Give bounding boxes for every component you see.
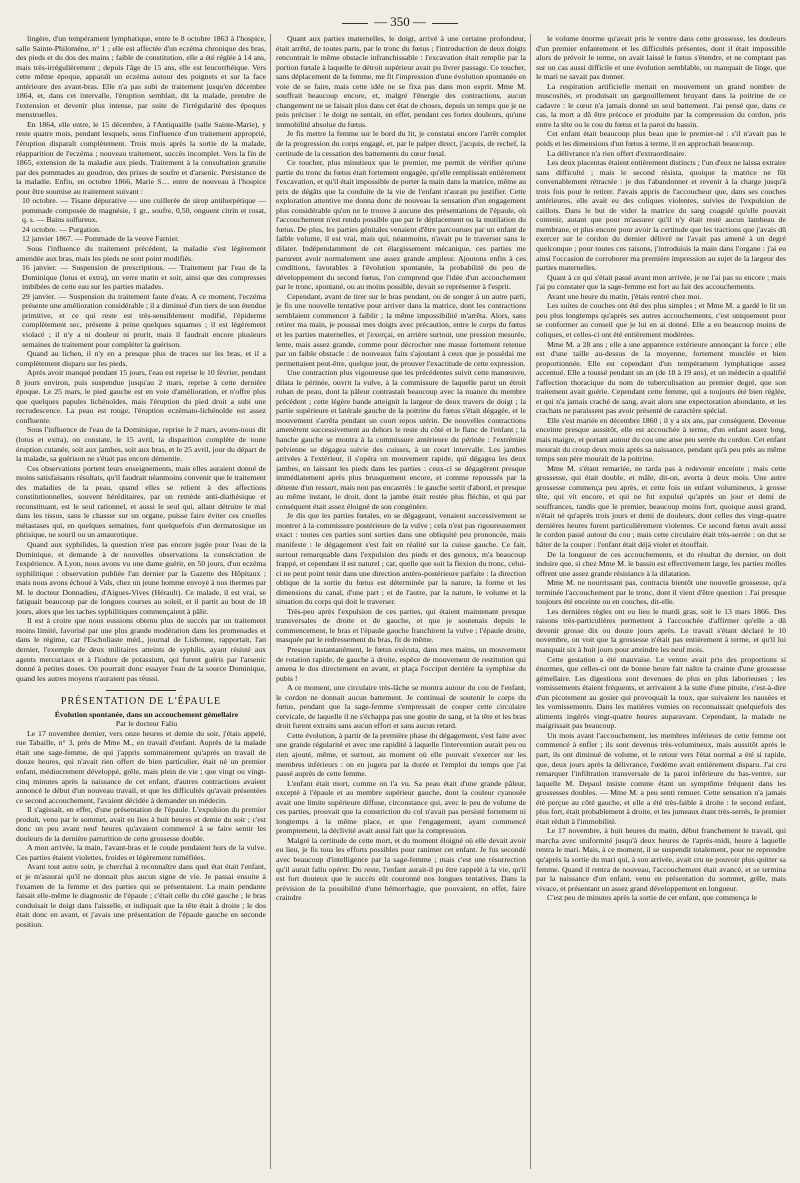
- paragraph: Quand au lichen, il n'y en a presque plus de traces sur les bras, et il a complètement disparu sur les pieds.: [16, 349, 266, 368]
- section-subtitle: Évolution spontanée, dans un accouchement gémellaire: [54, 709, 239, 719]
- paragraph: Cet enfant était beaucoup plus beau que le premier-né : s'il n'avait pas le poids et les dimensions d'un fœtus à terme, il en approchait beaucoup.: [536, 129, 786, 149]
- paragraph: Le 17 novembre, à huit heures du matin, début franchement le travail, qui marcha avec uniformité jusqu'à deux heures de l'après-midi, heure à laquelle rentra le mari. Mais, à ce moment, il se suspendit totalement, pour ne reprendre qu'après la sortie du mari qui, à son arrivée, avait cru ne pouvoir plus quitter sa femme. Quand il rentra de nouveau, l'accouchement était avancé, et se termina par la naissance d'un enfant, venu en présentation du sommet, grêle, mais vivace, et présentant un assez grand développement en longueur.: [536, 826, 786, 893]
- paragraph: Les suites de couches ont été des plus simples ; et Mme M. a gardé le lit un peu plus longtemps qu'après ses autres accouchements, c'est uniquement pour se conformer au conseil que je lui en ai donné. Elle a eu beaucoup moins de coliques, et celles-ci ont été entièrement modérées.: [536, 301, 786, 339]
- paragraph: lingère, d'un tempérament lymphatique, entre le 8 octobre 1863 à l'hospice, salle Sainte-Philomène, n° 1 ; elle est affectée d'un eczéma chronique des bras, des pieds et du dos des mains ; faible de constitution, elle a été réglée à 14 ans, mais très-irrégulièrement ; depuis l'âge de 15 ans, elle est leucorrhéique. Vers cette même époque, apparaît un eczéma autour des poignets et sur la face antérieure des avant-bras. Elle n'a pas subi de traitement jusqu'en décembre 1864, et, dans cet intervalle, l'éruption semblait, dit la malade, prendre de l'extension et devenir plus intense, par suite de l'irrégularité des époques menstruelles.: [16, 34, 266, 120]
- paragraph: La respiration artificielle mettait en mouvement un grand nombre de muscosités, et produisait un gargouillement bruyant dans la poitrine de ce cadavre : le cœur n'a jamais donné un seul battement. J'ai pensé que, dans ce cas, la mort a dû être précoce et produite par la compression du cordon, pris entre la tête ou le cou du fœtus et la paroi du bassin.: [536, 81, 786, 129]
- section-divider: [106, 690, 176, 691]
- paragraph: Il est à croire que nous eussions obtenu plus de succès par un traitement moins limité, favorisé par une plus grande modération dans les promenades et dans le régime, car l'Escholiaste méd., journal de Lisbonne, rapportait, l'an dernier, l'exemple de deux militaires atteints de syphilis, ayant résisté aux agents mercuriaux et à l'iodure de potassium, qui furent guéris par l'arsenic donné à petites doses. On pourrait donc essayer l'eau de la source Dominique, quand les autres moyens n'auraient pas réussi.: [16, 616, 266, 683]
- column-1: [16, 34, 266, 1169]
- paragraph: Je fis mettre la femme sur le bord du lit, je constatai encore l'arrêt complet de la progression du corps engagé, et, par le palper direct, j'acquis, de rechef, la certitude de la cessation des battements du cœur fœtal.: [276, 129, 526, 158]
- paragraph: Cette évolution, à partir de la première phase du dégagement, s'est faite avec une grande régularité et avec une rapidité à laquelle l'intervention aurait peu ou rien ajouté, même, et surtout, au moment où elle pouvait s'exercer sur les membres inférieurs : on en jugera par la durée et l'emploi du temps que j'ai passé auprès de cette femme.: [276, 730, 526, 779]
- column-rule: [270, 34, 271, 1169]
- paragraph: Ce toucher, plus minutieux que le premier, me permit de vérifier qu'une partie du tronc du fœtus était fortement engagée, qu'elle remplissait entièrement l'excavation, et qu'il était impossible de porter la main dans la matrice, même au prix de dégâts que la conduite de la vie de l'enfant n'aurait pu justifier. Cette exploration attentive me donna donc de nouveau la sensation d'un engagement plus considérable qu'on ne le trouve à aucune des présentations de l'épaule, où l'accouchement n'est rendu possible que par le déplacement ou la mutilation du fœtus. De plus, les parties génitales venaient d'être parcourues par un enfant de faible volume, il est vrai, mais qui, néanmoins, n'avait pu le traverser sans le dilater. Indépendamment de cet élargissement mécanique, ces parties me parurent avoir normalement une assez grande ampleur. Ajoutons enfin à ces conditions, favorables à l'évolution spontanée, la probabilité du peu de développement du second fœtus, l'on comprend que l'idée d'un accouchement par le tronc, spontané, ou au moins possible, devait se représenter à l'esprit.: [276, 158, 526, 292]
- paragraph: Mme M. a 28 ans ; elle a une apparence extérieure annonçant la force ; elle est d'une taille au-dessus de la moyenne, fortement musclée et bien proportionnée. Elle est cependant d'un tempérament lymphatique assez accentué. Elle a toussé pendant un an (de 18 à 19 ans), et un médecin a qualifié l'affection thoracique du nom de tuberculisation au premier degré, que son traitement avait guérie. Cependant cette femme, qui a toujours été bien réglée, et qui n'a jamais craché de sang, avait alors une expectoration abondante, et les crachats ne paraissent pas avoir présenté de caractère spécial.: [536, 339, 786, 416]
- paragraph: Après avoir manqué pendant 15 jours, l'eau est reprise le 10 février, pendant 8 jours environ, puis suspendue jusqu'au 2 mars, reprise à cette dernière époque. Le 25 mars, le pied gauche est en voie d'amélioration, et n'offre plus que quelques papules lichénoïdes, mais l'éruption du pied droit a subi une recrudescence. La peau est rouge, l'éruption eczémato-lichénoïde est assez confluente.: [16, 368, 266, 425]
- column-2-text: [276, 34, 526, 903]
- paragraph: Quant à ce qui s'était passé avant mon arrivée, je ne l'ai pas su encore ; mais j'ai pu constater que la sage-femme est fort au fait des accouchements.: [536, 272, 786, 292]
- paragraph: Cependant, avant de tirer sur le bras pendant, ou de songer à un autre parti, je fis une nouvelle tentative pour arriver dans la matrice, dont les contractions semblaient commencer à faiblir ; la même impossibilité m'arrêta. Alors, sans retirer ma main, je poussai mes doigts avec précaution, entre le corps du fœtus et les parties maternelles, et j'exerçai, en arrière surtout, une pression mesurée, lente, mais assez grande, comme pour décrocher une masse fortement retenue par un faible obstacle : de nouveaux faits s'ajoutant à ceux que je possédai me permettaient peut-être, quelque jour, de prouver l'exactitude de cette expression.: [276, 291, 526, 368]
- column-3-text: [536, 34, 786, 903]
- section-author: Par le docteur Faliu: [115, 719, 178, 729]
- column-1-bottom-text: [16, 729, 266, 929]
- paragraph: La délivrance n'a rien offert d'extraordinaire.: [547, 148, 687, 158]
- paragraph: 10 octobre. — Tisane dépurative — une cuillerée de sirop antiherpétique — pommade composée de magnésie, 1 gr., soufre, 0,50, onguent citrin et rosat, q. s. — Bains sulfureux.: [22, 196, 266, 225]
- paragraph: Mme M. ne nourrissant pas, contracta bientôt une nouvelle grossesse, qu'a terminée l'accouchement par le tronc, dont il vient d'être question : J'ai presque toujours été enceinte ou en couches, dit-elle.: [536, 578, 786, 607]
- page-number: — 350 —: [0, 14, 800, 30]
- paragraph: Sous l'influence de l'eau de la Dominique, reprise le 2 mars, avons-nous dit (lotus et extra), on constate, le 15 avril, la disparition complète de toute éruption cutanée, soit aux jambes, soit aux bras, et le 25 avril, jour du départ de la malade, sa guérison ne s'était pas encore démentie.: [16, 425, 266, 464]
- section-title: PRÉSENTATION DE L'ÉPAULE: [60, 696, 222, 708]
- column-2: [276, 34, 526, 1169]
- paragraph: Cette gestation a été mauvaise. Le ventre avait pris des proportions si énormes, que celles-ci ont de bonne heure fait naître la crainte d'une grossesse gémellaire. Les digestions sont devenues de plus en plus laborieuses ; les vomissements étaient fréquents, et arrivaient à la suite d'une pituite, c'est-à-dire d'un picotement au gosier qui provoquait la toux, que suivaient les nausées et les vomissements. Dans les matières vomies on reconnaissait quelquefois des aliments ingérés vingt-quatre heures auparavant. Cependant, la malade ne maigrissait pas beaucoup.: [536, 654, 786, 731]
- paragraph: Un mois avant l'accouchement, les membres inférieurs de cette femme ont commencé à enfler ; ils sont devenus très-volumineux, mais aussitôt après le part, ils ont diminué de volume, et le retour vers l'état normal a été si rapide, que, deux jours après la délivrance, l'œdème avait entièrement disparu. J'ai cru remarquer l'infiltration transversale de la paroi inférieure du bas-ventre, sur laquelle M. Depaul insiste comme étant un symptôme fréquent dans les grossesses doubles. — Mme M. a peu senti remuer. Cette sensation n'a jamais été perçue au côté gauche, et elle a été très-faible à droite : le second enfant, plus fort, était probablement à droite, et les jumeaux étant très-serrés, le premier était réduit à l'immobilité.: [536, 730, 786, 826]
- paragraph: Très-peu après l'expulsion de ces parties, qui étaient maintenant presque transversales de droite et de gauche, et que je soutenais depuis le commencement, le bras et l'épaule gauche franchirent la vulve ; l'épaule droite, masquée par le redressement du bras, fit de même.: [276, 606, 526, 645]
- paragraph: Avant tout autre soin, je cherchai à reconnaître dans quel état était l'enfant, et je m'assurai qu'il ne donnait plus aucun signe de vie. Je passai ensuite à l'examen de la femme et des parties qui se présentaient. La main pendante faisait elle-même le diagnostic de l'épaule ; c'était celle du côté gauche ; le bras conduisait le doigt dans l'aisselle, et indiquait que la tête était à droite ; le dos était donc en avant, et j'avais une présentation de l'épaule gauche en seconde position.: [16, 862, 266, 929]
- paragraph: 24 octobre. — Purgation.: [22, 224, 101, 234]
- paragraph: 12 janvier 1867. — Pommade de la veuve Farnier.: [22, 234, 180, 244]
- paragraph: Il s'agissait, en effet, d'une présentation de l'épaule. L'expulsion du premier produit, venu par le sommet, avait eu lieu à huit heures et demie du soir ; c'est donc un peu avant neuf heures qu'avaient commencé à se faire sentir les douleurs de la dernière parturition de cette grossesse double.: [16, 805, 266, 843]
- paragraph: Quand aux syphilides, la question n'est pas encore jugée pour l'eau de la Dominique, et demande à de nouvelles observations la consécration de l'expérience. A Lyon, nous avons vu une dame guérir, en 50 jours, d'un eczéma syphilitique : observation publiée l'an dernier par la Gazette des Hôpitaux ; mais nous avons échoué à Vals, chez un jeune homme envoyé à nos thermes par M. le docteur Donnadieu, d'Aigues-Vives (Hérault). Ce malade, il est vrai, se fatiguait beaucoup par de longues courses au soleil, et il partit au bout de 18 jours, alors que les taches syphilitiques commençaient à pâlir.: [16, 539, 266, 616]
- column-1-top-text: [16, 34, 266, 683]
- column-3: [536, 34, 786, 1169]
- paragraph: En 1864, elle entre, le 15 décembre, à l'Antiquaille (salle Sainte-Marie), y reste quatre mois, pendant lesquels, sous l'influence d'un traitement approprié, l'éruption disparaît complètement. Trois mois après la sortie de la malade, réapparition de l'eczéma ; nouveau traitement, succès incomplet. Vers la fin de 1865, extension de la maladie aux pieds. Traitement à la consultation gratuite par des pommades au goudron, des prises de soufre et d'arsenic. Persistance de la maladie. Enfin, en octobre 1866, Marie S… entre de nouveau à l'hospice pour être soumise au traitement suivant :: [16, 119, 266, 196]
- paragraph: A ce moment, une circulaire très-lâche se montra autour du cou de l'enfant, le cordon ne donnait aucun battement. Je continuai de soutenir le corps du fœtus, pendant que la sage-femme s'empressait de couper cette circulaire cervicale, de laquelle il ne s'échappa pas une goutte de sang, et la tête et les bras droit furent extraits sans aucun effort et sans aucun retard.: [276, 683, 526, 731]
- paragraph: Une contraction plus vigoureuse que les précédentes suivit cette manœuvre, dilata le périnée, ouvrit la vulve, à la commissure de laquelle parut un étroit ruban de peau, dont la pâleur contrastait beaucoup avec la nuance du membre précédent ; cette légère bande atteignit la largeur de deux travers de doigt ; la partie supérieure et latérale gauche de la poitrine du fœtus s'était dégagée, et le mouvement s'arrêta pendant un court repos utérin. De nouvelles contractions amenèrent successivement au dehors le reste du côté et le flanc de l'enfant ; la hanche gauche se montra à la commissure antérieure du périnée : l'extrémité pelvienne se dégagea suivie des cuisses, à un court intervalle. Les jambes arrivées à l'extérieur, il s'opéra un mouvement rapide, qui dégagea les deux jambes, en laissant les pieds dans les parties : ceux-ci se dégagèrent presque immédiatement après plus brusquement encore, et comme repoussés par la détente d'un ressort, mais non pas encastrés : le gauche sortit d'abord, et presque au même instant, le droit, dont la jambe était restée plus fléchie, et qui par conséquent était assez éloigné de son congénère.: [276, 368, 526, 511]
- paragraph: Elle s'est mariée en décembre 1860 ; il y a six ans, par conséquent. Devenue enceinte presque aussitôt, elle est accouchée à terme, d'un enfant assez long, mais maigre, et portant autour du cou une anse peu serrée du cordon. Cet enfant mourait du croup deux mois après sa naissance, pendant qu'à peu près au même temps son père mourait de la poitrine.: [536, 415, 786, 464]
- paragraph: Quant aux parties maternelles, le doigt, arrivé à une certaine profondeur, était arrêté, de toutes parts, par le tronc du fœtus ; l'introduction de deux doigts rencontrait le même obstacle infranchissable : l'excavation était remplie par la portion fœtale à laquelle le détroit supérieur avait pu livrer passage. Ce toucher, sans déplacement de la femme, me fit l'impression d'une évolution spontanée en voie de se faire, mais cette idée ne se fixa pas dans mon esprit. Mme M. souffrait beaucoup encore, et, malgré l'énergie des contractions, aucun changement ne se faisait plus dans cet état de choses, depuis un temps que je ne puis préciser : le doigt ne sentait, en effet, pendant ces fortes douleurs, qu'une immobilité absolue du fœtus.: [276, 34, 526, 129]
- paragraph: 16 janvier. — Suspension de prescriptions. — Traitement par l'eau de la Dominique (lotus et extra), un verre matin et soir, ainsi que des compresses imbibées de cette eau sur les parties malades.: [22, 263, 266, 292]
- column-rule: [530, 34, 531, 1169]
- paragraph: De la longueur de ces accouchements, et du résultat du dernier, on doit induire que, si chez Mme M. le bassin est effectivement large, les parties molles offrent une assez grande résistance à la dilatation.: [536, 549, 786, 578]
- paragraph: Je dis que les parties fœtales, en se dégageant, venaient successivement se montrer à la commissure postérieure de la vulve ; cela n'est pas rigoureusement exact : toutes ces parties sont sorties dans une obliquité peu prononcée, mais manifeste : le dégagement s'est fait en réalité sur la cuisse gauche. Ce fait, surtout remarquable dans l'expulsion des pieds et des genoux, m'a beaucoup frappé, et cependant il est naturel ; car, quelle que soit la flexion du tronc, celui-ci ne peut point tenir dans une direction antéro-postérieure parfaite : la direction oblique de la sortie du fœtus est déterminée par la nature, la forme et les dimensions du canal, d'une part ; et de l'autre, par la nature, le volume et la situation du corps qui doit le traverser.: [276, 511, 526, 607]
- paragraph: Ces observations portent leurs enseignements, mais elles auraient donné de moins satisfaisants résultats, qu'il faudrait néanmoins convenir que le traitement des maladies de la peau, quand elles se relient à des affections constitutionnelles, souvent héréditaires, par un remède anti-diathésique et reconstituant, est le seul rationnel, et aussi le seul qui, allant détruire le mal dans les tissus, sans le chasser sur un organe, puisse faire éviter ces cruelles métastases qui, en quelques semaines, font quelquefois d'un dermatosique un phtisique, ne souril ou un amaurotique.: [16, 463, 266, 540]
- paragraph: le volume énorme qu'avait pris le ventre dans cette grossesse, les douleurs d'un premier enfantement et les difficultés présentes, dont il était impossible alors de prévoir le terme, on avait laissé le fœtus s'étendre, et ne comptant pas sur un cas aussi difficile et une évolution semblable, on manquait de linge, que le mari ne savait pas donner.: [536, 34, 786, 82]
- paragraph: Le 17 novembre dernier, vers onze heures et demie du soir, j'étais appelé, rue Tabaille, n° 3, près de Mme M., en travail d'enfant. Auprès de la malade était une sage-femme, de qui j'appris sommairement qu'après un travail de douze heures, qui n'avait rien offert de bien particulier, était né un premier enfant, médiocrement développé, grêle, mais plein de vie ; que vingt ou vingt-cinq minutes après la naissance de cet enfant, d'autres contractions avaient annoncé le début d'un nouveau travail, et que les difficultés qu'avait présentées ce second accouchement, l'avaient décidée à demander un médecin.: [16, 728, 266, 805]
- paragraph: Mme M. s'étant remariée, ne tarda pas à redevenir enceinte ; mais cette grossesse, qui était double, et mâle, dit-on, avorta à deux mois. Une autre grossesse commença peu après, et cette fois un enfant volumineux, à grosse tête, qui vit encore, et qui ne fut expulsé qu'après un jour et demi de souffrances, tandis que le premier, beaucoup moins fort, quoique aussi grand, n'était né qu'après trois jours et demi de douleurs, dont celles des vingt-quatre dernières heures furent particulièrement violentes. Ce second fœtus avait aussi le cordon passé autour du cou ; mais cette circulaire était très-serrée : on dut se hâter de la couper : l'enfant était déjà violet et étouffait.: [536, 463, 786, 549]
- paragraph: Les deux placentas étaient entièrement distincts ; l'un d'eux ne laissa extraire sans difficulté ; mais le second résista, quoique la matrice ne fût convenablement rétractée : je dus l'abandonner et revenir à la charge jusqu'à trois fois pour le retirer. J'avais appris de l'accoucheur que, dans ses couches antérieures, elle avait eu des coliques violentes, suivies de l'expulsion de caillots. Dans le but de vider la matrice du sang coagulé qu'elle pouvait contenir, autant que pour m'assurer qu'il n'y était resté aucun lambeau de membrane, et plus encore pour avoir la certitude que les tractions que j'avais dû exercer sur le cordon du dernier délivré ne l'avait pas amené à un degré quelconque ; pour toutes ces raisons, j'introduisis la main dans l'organe : j'ai eu ainsi l'occasion de corroborer ma première impression au sujet de la largeur des parties maternelles.: [536, 158, 786, 273]
- paragraph: Malgré la certitude de cette mort, et du moment éloigné où elle devait avoir eu lieu, je fis tous les efforts possibles pour ranimer cet enfant. Je fus secondé avec beaucoup d'intelligence par la sage-femme ; mais c'est une résurrection qu'il aurait fallu opérer. Du reste, l'enfant aurait-il pu être rappelé à la vie, qu'il est fort douteux que le succès eût couronné nos longues tentatives. Dans la prévision de la possibilité d'une hémorrhagie, que pouvaient, en effet, faire craindre: [276, 835, 526, 903]
- paragraph: 29 janvier. — Suspension du traitement faute d'eau. A ce moment, l'eczéma présente une amélioration considérable ; il a diminué d'un tiers de son étendue primitive, et ce qui reste est très-sensiblement modifié, l'épiderme complètement sec, présente à peine quelques squames ; il est légèrement violacé ; il n'y a ni douleur ni prurit, mais il faudrait encore plusieurs semaines de traitement pour compléter la guérison.: [22, 291, 266, 349]
- paragraph: Les dernières règles ont eu lieu le mardi gras, soit le 13 mars 1866. Des raisons très-particulières permettent à l'accouchée d'affirmer qu'elle a dû devenir grosse dix ou douze jours après. Le travail s'étant déclaré le 10 novembre, on voit que la grossesse n'était pas entièrement à terme, et qu'il lui manquait six à huit jours pour atteindre les neuf mois.: [536, 606, 786, 654]
- paragraph: A mon arrivée, la main, l'avant-bras et le coude pendaient hors de la vulve. Ces parties étaient violettes, froides et légèrement tuméfiées.: [16, 843, 266, 862]
- paragraph: Sous l'influence du traitement précédent, la maladie s'est légèrement amendée aux bras, mais les pieds ne sont point modifiés.: [16, 244, 266, 263]
- paragraph: Presque instantanément, le fœtus exécuta, dans mes mains, un mouvement de rotation rapide, de gauche à droite, espèce de mouvement de restitution qui amena le dos directement en avant, et plaça l'occiput derrière la symphise du pubis !: [276, 645, 526, 683]
- paragraph: C'est peu de minutes après la sortie de cet enfant, que commença le: [547, 893, 757, 903]
- paragraph: Avant une heure du matin, j'étais rentré chez moi.: [547, 291, 702, 301]
- paragraph: L'enfant était mort, comme on l'a vu. Sa peau était d'une grande pâleur, excepté à l'épaule et au membre supérieur gauche, dont la couleur cyanosée avait une limite supérieure diffuse, circonstance qui, avec le peu de volume de ces parties, prouvait que la constriction du col n'avait pas persisté fortement ni longtemps à la même place, et que l'engagement, ayant commencé promptement, la déclivité avait aussi fait que la compression.: [276, 778, 526, 836]
